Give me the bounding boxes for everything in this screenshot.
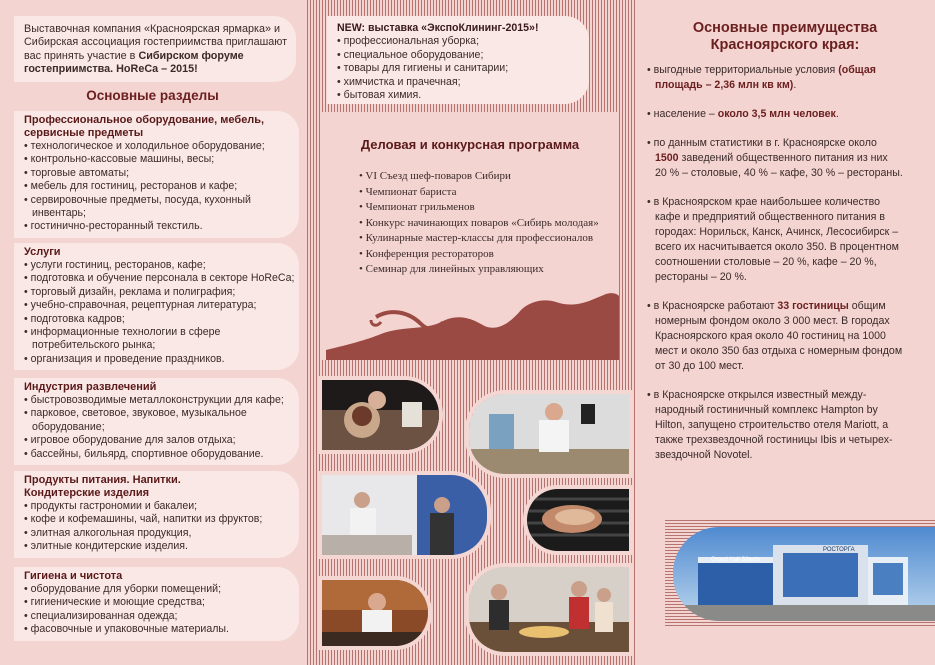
advantage-line: номерным фондом около 3 000 мест. В городах: [655, 315, 890, 327]
advantage-hotels: • в Красноярске работают 33 гостиницы общим номерным фондом около 3 000 мест. В городах Красноярского края около 40 гостиниц на 1000 мест и около 350 баз отдыха с номерным фондом от 30 до 100 мест.: [647, 299, 903, 374]
new-exhibition-item: • профессиональная уборка;: [337, 35, 538, 48]
section-item: • элитные кондитерские изделия.: [24, 540, 299, 553]
section-title: Гигиена и чистота: [24, 570, 123, 582]
section-title: сервисные предметы: [24, 127, 144, 139]
advantage-international-hotels: [647, 388, 903, 463]
new-exhibition-item: • специальное оборудование;: [337, 49, 538, 62]
intro-forum-year: гостеприимства. HoReCa – 2015!: [24, 63, 198, 76]
advantage-line: также трехзвездочной гостиницы Ibis и четырех-: [655, 434, 893, 446]
new-exhibition-title: NEW: выставка «ЭкспоКлининг-2015»!: [337, 22, 539, 34]
advantage-line: городах: Норильск, Канск, Ачинск, Лесосибирск –: [655, 226, 899, 238]
advantage-line: звездочной Novotel.: [655, 449, 753, 461]
section-item: • технологическое и холодильное оборудование;: [24, 140, 299, 153]
section-item: • сервировочные предметы, посуда, кухонный: [24, 194, 299, 207]
advantage-line: • в Красноярске открылся известный между-: [647, 388, 903, 403]
photo-cake-chef: [318, 376, 443, 454]
advantage-line: Красноярского края около 40 гостиниц на 1000: [655, 330, 886, 342]
sections-heading: Основные разделы: [86, 88, 219, 103]
section-item: • подготовка и обучение персонала в секторе HoReCa;: [24, 272, 299, 285]
photo-grilled-meat: [523, 485, 633, 555]
intro-forum-name: Сибирском форуме: [138, 49, 244, 62]
intro-line-3: вас принять участие в: [24, 49, 136, 62]
photo-crowd-tasting: [465, 563, 633, 656]
photo-cooking-contest: [318, 471, 491, 559]
section-item: потребительского рынка;: [32, 339, 156, 352]
section-title: Кондитерские изделия: [24, 487, 150, 499]
advantage-line: мест и около 350 баз отдыха с номерным фондом: [655, 345, 903, 357]
hotel-sign-2: РОСТОРГА: [823, 547, 855, 553]
new-exhibition-box: [327, 16, 589, 104]
advantage-line: кафе и предприятий общественного питания в: [655, 211, 885, 223]
section-item: оборудование;: [32, 420, 105, 433]
photo-hotel-building: [673, 527, 935, 621]
section-item: • бассейны, бильярд, спортивное оборудование.: [24, 448, 299, 461]
section-item: • организация и проведение праздников.: [24, 353, 299, 366]
section-title: Услуги: [24, 246, 61, 258]
section-item: • быстровозводимые металлоконструкции для кафе;: [24, 394, 299, 407]
program-item: • Чемпионат бариста: [359, 185, 599, 201]
advantage-line: • в Красноярском крае наибольшее количество: [647, 195, 903, 210]
advantage-line: соотношении столовые – 20 %, кафе – 20 %,: [655, 256, 877, 268]
section-1: [14, 111, 299, 238]
section-item: • игровое оборудование для залов отдыха;: [24, 434, 299, 447]
hotel-sign-1: Grand Hall Siberia: [711, 557, 761, 563]
advantage-line: рестораны – 20 %.: [655, 271, 747, 283]
section-item: • гигиенические и моющие средства;: [24, 596, 299, 609]
section-item: • подготовка кадров;: [24, 313, 299, 326]
section-item: • учебно-справочная, рецептурная литература;: [24, 299, 299, 312]
column-sections: [0, 0, 305, 665]
advantage-population: • население – около 3,5 млн человек.: [647, 107, 903, 122]
section-3: [14, 378, 299, 465]
advantage-territory: • выгодные территориальные условия (общая площадь – 2,36 млн кв км).: [647, 63, 903, 93]
program-heading: Деловая и конкурсная программа: [360, 137, 580, 152]
section-item: • торговые автоматы;: [24, 167, 299, 180]
section-item: • услуги гостиниц, ресторанов, кафе;: [24, 259, 299, 272]
section-item: • контрольно-кассовые машины, весы;: [24, 153, 299, 166]
section-2: [14, 243, 299, 370]
new-exhibition-item: • химчистка и прачечная;: [337, 76, 538, 89]
section-item: • торговый дизайн, реклама и полиграфия;: [24, 286, 299, 299]
section-item: • специализированная одежда;: [24, 610, 299, 623]
new-exhibition-item: • бытовая химия.: [337, 89, 538, 102]
advantage-line: всего их насчитывается около 350. В процентном: [655, 241, 899, 253]
column-program: [305, 0, 635, 665]
section-title: Профессиональное оборудование, мебель,: [24, 114, 265, 126]
section-item: • оборудование для уборки помещений;: [24, 583, 299, 596]
column-advantages: [635, 0, 935, 665]
intro-line-2: Сибирская ассоциация гостеприимства приглашают: [24, 36, 288, 49]
program-box: [321, 112, 619, 360]
section-item: • гостинично-ресторанный текстиль.: [24, 220, 299, 233]
section-title: Продукты питания. Напитки.: [24, 474, 181, 486]
section-item: • кофе и кофемашины, чай, напитки из фруктов;: [24, 513, 299, 526]
program-item: • Семинар для линейных управляющих: [359, 262, 599, 278]
section-item: инвентарь;: [32, 207, 86, 220]
photo-chef-plating: [318, 576, 432, 650]
program-item: • Конкурс начинающих поваров «Сибирь молодая»: [359, 216, 599, 232]
section-5: [14, 567, 299, 641]
section-item: • парковое, световое, звуковое, музыкальное: [24, 407, 299, 420]
photo-chef-kitchen: [465, 390, 633, 478]
section-4: [14, 471, 299, 558]
advantage-line: Hilton, запущено строительство отеля Mariott, а: [655, 419, 889, 431]
program-item: • VI Съезд шеф-поваров Сибири: [359, 169, 599, 185]
section-item: • мебель для гостиниц, ресторанов и кафе;: [24, 180, 299, 193]
advantage-catering: [647, 195, 903, 285]
ornament-swirl: [321, 112, 619, 360]
advantages-heading-line-1: Основные преимущества: [692, 20, 878, 36]
section-item: • продукты гастрономии и бакалеи;: [24, 500, 299, 513]
section-item: • информационные технологии в сфере: [24, 326, 299, 339]
new-exhibition-item: • товары для гигиены и санитарии;: [337, 62, 538, 75]
intro-line-1: Выставочная компания «Красноярская ярмарка» и: [24, 23, 280, 35]
advantage-line: от 30 до 100 мест.: [655, 360, 744, 372]
program-item: • Кулинарные мастер-классы для профессионалов: [359, 231, 599, 247]
advantages-heading-line-2: Красноярского края:: [710, 37, 860, 53]
section-item: • элитная алкогольная продукция,: [24, 527, 299, 540]
section-title: Индустрия развлечений: [24, 381, 157, 393]
program-item: • Чемпионат грильменов: [359, 200, 599, 216]
intro-box: [14, 16, 296, 82]
advantage-line: народный гостиничный комплекс Hampton by: [655, 404, 878, 416]
program-item: • Конференция рестораторов: [359, 247, 599, 263]
section-item: • фасовочные и упаковочные материалы.: [24, 623, 299, 636]
advantage-statistics: • по данным статистики в г. Красноярске около 1500 заведений общественного питания из них 20 % – столовые, 40 % – кафе, 30 % – рестораны.: [647, 136, 903, 181]
